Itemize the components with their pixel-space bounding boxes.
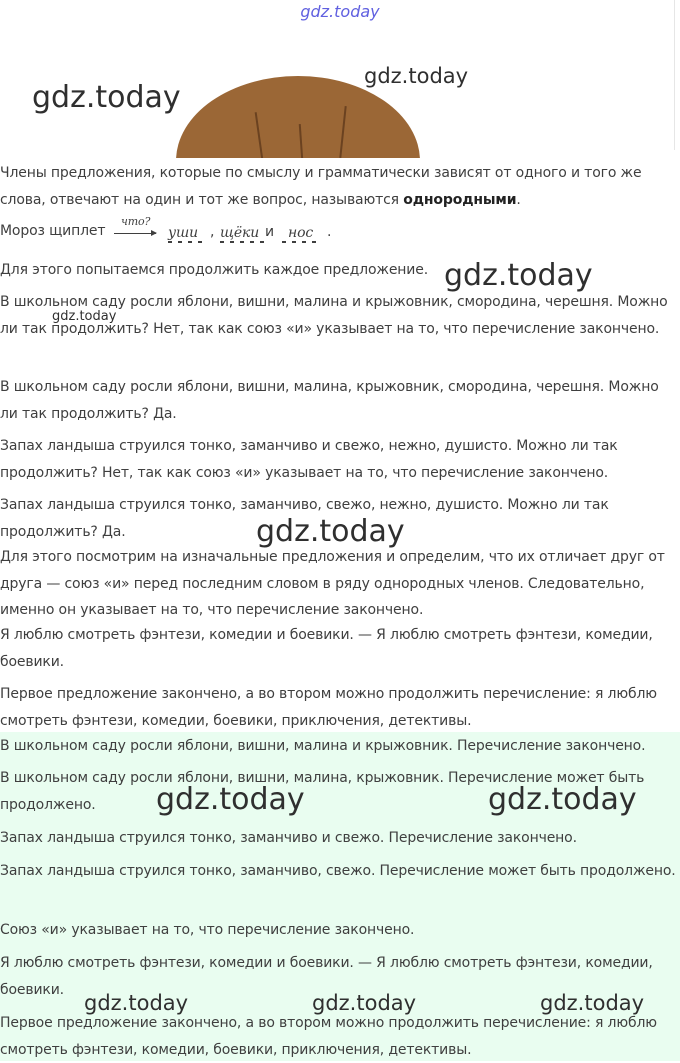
answer-paragraph: Запах ландыша струился тонко, заманчиво и свежо. Перечисление закончено. bbox=[0, 830, 577, 846]
watermark: gdz.today bbox=[32, 80, 181, 115]
diagram-word: щёки bbox=[220, 225, 260, 241]
watermark: gdz.today bbox=[256, 514, 405, 549]
diagram-arrow bbox=[114, 233, 156, 234]
answer-paragraph: Первое предложение закончено, а во втором можно продолжить перечисление: я люблю смотреть фэнтези, комедии, боевики, приключения, детективы. bbox=[0, 1015, 657, 1058]
text-paragraph: Запах ландыша струился тонко, заманчиво и свежо, нежно, душисто. Можно ли так продолжить? Нет, так как союз «и» указывает на то, что перечисление закончено. bbox=[0, 438, 618, 481]
answer-paragraph: В школьном саду росли яблони, вишни, малина и крыжовник. Перечисление закончено. bbox=[0, 738, 646, 754]
answer-paragraph: Союз «и» указывает на то, что перечисление закончено. bbox=[0, 922, 415, 938]
text-paragraph: В школьном саду росли яблони, вишни, малина, крыжовник, смородина, черешня. Можно ли так продолжить? Да. bbox=[0, 379, 659, 422]
text-paragraph: Я люблю смотреть фэнтези, комедии и боевики. — Я люблю смотреть фэнтези, комедии, боевики. bbox=[0, 627, 653, 670]
watermark: gdz.today bbox=[84, 991, 189, 1015]
diagram-lead: Мороз щиплет bbox=[0, 223, 106, 239]
sentence-diagram: Мороз щиплет что? уши , щёки и нос . bbox=[0, 215, 332, 241]
top-watermark: gdz.today bbox=[300, 2, 380, 21]
text-paragraph: Первое предложение закончено, а во втором можно продолжить перечисление: я люблю смотреть фэнтези, комедии, боевики, приключения, детективы. bbox=[0, 686, 657, 729]
page-border bbox=[674, 0, 675, 150]
watermark: gdz.today bbox=[444, 258, 593, 293]
answer-paragraph: Запах ландыша струился тонко, заманчиво, свежо. Перечисление может быть продолжено. bbox=[0, 863, 676, 879]
diagram-question: что? bbox=[121, 215, 151, 228]
text-paragraph: Запах ландыша струился тонко, заманчиво, свежо, нежно, душисто. Можно ли так продолжить? Да. bbox=[0, 497, 609, 540]
illustration-hair bbox=[176, 76, 420, 158]
watermark: gdz.today bbox=[52, 309, 117, 324]
text-paragraph: Для этого посмотрим на изначальные предложения и определим, что их отличает друг от друга — союз «и» перед последним словом в ряду однородных членов. Следовательно, именно он указывает на то, что перечисление закончено. bbox=[0, 549, 665, 618]
definition-paragraph: Члены предложения, которые по смыслу и грамматически зависят от одного и того же слова, отвечают на один и тот же вопрос, называются однородными. bbox=[0, 165, 642, 208]
diagram-word: нос bbox=[288, 225, 314, 241]
text-paragraph: В школьном саду росли яблони, вишни, малина и крыжовник, смородина, черешня. Можно ли так продолжить? Нет, так как союз «и» указывает на то, что перечисление закончено. bbox=[0, 294, 668, 337]
watermark: gdz.today bbox=[540, 991, 645, 1015]
diagram-word: уши bbox=[168, 225, 198, 241]
watermark: gdz.today bbox=[364, 64, 469, 88]
answer-paragraph: В школьном саду росли яблони, вишни, малина, крыжовник. Перечисление может быть продолжено. bbox=[0, 770, 645, 813]
text-paragraph: Для этого попытаемся продолжить каждое предложение. bbox=[0, 262, 428, 278]
watermark: gdz.today bbox=[488, 782, 637, 817]
watermark: gdz.today bbox=[156, 782, 305, 817]
watermark: gdz.today bbox=[312, 991, 417, 1015]
answer-paragraph: Я люблю смотреть фэнтези, комедии и боевики. — Я люблю смотреть фэнтези, комедии, боевики. bbox=[0, 955, 653, 998]
